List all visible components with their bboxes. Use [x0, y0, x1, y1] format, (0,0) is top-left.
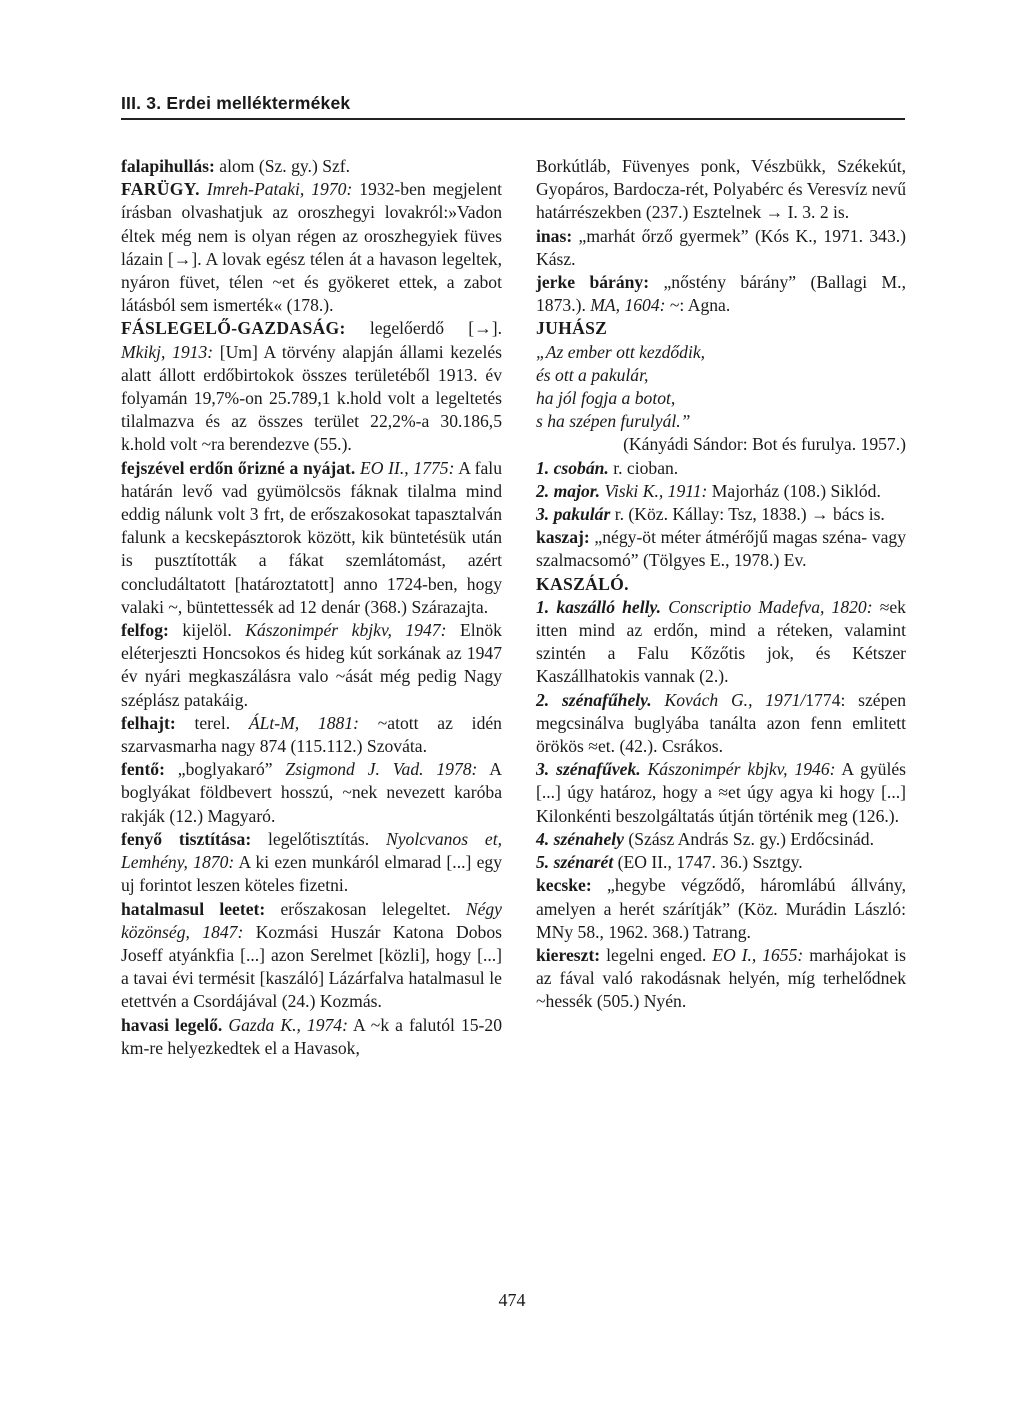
dictionary-entry: [121, 758, 502, 828]
entry-text: legelőerdő [→].: [345, 318, 502, 339]
dictionary-entry: [536, 225, 906, 271]
entry-text: A gyülés [...] úgy határoz, hogy a ≈et úgy agya ki hogy [...] Kilonkénti beszolgáltatás útján történik meg (126.).: [536, 759, 907, 826]
entry-text: legelőtisztítás.: [251, 828, 370, 849]
dictionary-entry: [121, 712, 502, 758]
dictionary-entry: [121, 178, 502, 317]
entry-text: terel.: [175, 712, 231, 733]
left-column: [121, 155, 502, 1060]
dictionary-entry: [536, 271, 906, 317]
source-citation: Zsigmond J. Vad. 1978:: [272, 759, 478, 780]
headword: havasi legelő.: [121, 1014, 223, 1035]
header-rule: [121, 118, 905, 120]
entry-text: legelni enged.: [600, 944, 707, 965]
entry-text: „négy-öt méter átmérőjű magas széna- vagy szalmacsomó” (Tölgyes E., 1978.) Ev.: [536, 527, 906, 571]
entry-text: ≈ek itten mind az erdőn, mind a réteken, valamint szintén a Falu Kőzőtis jok, és Kétszer Kaszállhatokis vannak (2.).: [536, 596, 906, 687]
poem-attribution: (Kányádi Sándor: Bot és furulya. 1957.): [623, 434, 906, 455]
source-citation: Viski K., 1911:: [600, 480, 708, 501]
entry-text: ~atott az idén szarvasmarha nagy 874 (115.112.) Szováta.: [121, 712, 502, 757]
dictionary-entry: [536, 874, 906, 944]
headword: jerke bárány:: [536, 272, 650, 293]
running-header: III. 3. Erdei melléktermékek: [121, 93, 351, 113]
entry-text: A ki ezen munkáról elmarad [...] egy uj forintot leszen köteles fizetni.: [121, 852, 502, 896]
source-citation: Kászonimpér kbjkv, 1946:: [640, 759, 836, 780]
entry-text: „marhát őrző gyermek” (Kós K., 1971. 343.) Kász.: [536, 225, 906, 269]
entry-continuation: [536, 155, 906, 225]
dictionary-entry: [121, 317, 502, 456]
sub-headword: 3. szénafűvek.: [536, 759, 641, 780]
page-number: 474: [498, 1290, 526, 1310]
entry-text: Borkútláb, Füvenyes ponk, Vészbükk, Székekút, Gyopáros, Bardocza-rét, Polyabérc és Veresvíz nevű határrészekben (237.) Esztelnek → I. 3. 2 is.: [536, 156, 906, 223]
dictionary-entry: [536, 944, 906, 1014]
sub-entry: [536, 758, 906, 828]
source-citation: MA, 1604:: [585, 295, 666, 316]
headword: felfog:: [121, 620, 169, 641]
headword: kecske:: [536, 875, 592, 896]
entry-text: „nőstény bárány” (Ballagi M., 1873.).: [536, 272, 906, 316]
poem-line: s ha szépen furulyál.”: [536, 411, 691, 432]
entry-text: alom (Sz. gy.) Szf.: [214, 156, 351, 176]
headword: FARÜGY.: [121, 179, 200, 200]
headword: FÁSLEGELŐ-GAZDASÁG:: [121, 318, 346, 339]
entry-text: r. (Köz. Kállay: Tsz, 1838.) → bács is.: [610, 504, 885, 525]
source-citation: Gazda K., 1974:: [222, 1014, 348, 1035]
dictionary-entry: [121, 155, 502, 178]
sub-entry: [536, 851, 906, 874]
entry-text: „boglyakaró”: [164, 759, 273, 780]
headword: fenyő tisztítása:: [121, 828, 252, 849]
entry-text: r. cioban.: [608, 457, 679, 478]
source-citation: Négy közönség, 1847:: [121, 898, 502, 942]
source-citation: Kászonimpér kbjkv, 1947:: [231, 620, 447, 641]
entry-text: Majorház (108.) Siklód.: [707, 480, 881, 501]
sub-entry: [536, 457, 906, 480]
sub-headword: 2. major.: [536, 480, 601, 501]
entry-text: 1932-ben megjelent írásban olvashatjuk az oroszhegyi lovakról:»Vadon éltek még nem is olyan régen az oroszhegyiek füves lázain [→]. A lovak egész télen át a havason legeltek, nyáron füvet, télen ~et és gyökeret ettek, a zabot látásból sem ismerték« (178.).: [121, 179, 502, 316]
sub-headword: 2. szénafűhely.: [536, 689, 652, 710]
entry-text: A falu határán levő vad gyümölcsös fáknak tilalma mind eddig nálunk volt 3 frt, de erőszakosokat tapasztalván falunk a kecskepásztorok között, kik büntetésük után is pusztították a fákat szemlátomást, azért concludáltatott [határoztatott] anno 1724-ben, hogy valaki ~, büntettessék ad 12 denár (368.) Szárazajta.: [121, 457, 502, 617]
entry-text: Kozmási Huszár Katona Dobos Joseff atyánkfia [...] azon Serelmet [közli], hogy [...] a tavai évi termésit [kaszáló] Lázárfalva hatalmasul le etettvén a Csordájával (24.) Kozmás.: [121, 921, 503, 1012]
entry-text: (EO II., 1747. 36.) Ssztgy.: [613, 852, 803, 873]
headword: fentő:: [121, 759, 165, 780]
poem-line: ha jól fogja a botot,: [536, 388, 676, 409]
entry-text: „hegybe végződő, háromlábú állvány, amelyen a herét szárítják” (Köz. Murádin László: MNy 58., 1962. 368.) Tatrang.: [536, 875, 906, 942]
headword: JUHÁSZ: [536, 318, 608, 339]
sub-headword: 1. csobán.: [536, 457, 609, 478]
source-citation: EO II., 1775:: [355, 457, 455, 478]
entry-text: 1774: szépen megcsinálva buglyába tanálta azon fenn emlitett örökös ≈et. (42.). Csrákos.: [536, 689, 906, 757]
entry-text: A ~k a falutól 15-20 km-re helyezkedtek el a Havasok,: [121, 1014, 502, 1058]
right-column: [536, 155, 906, 1014]
dictionary-entry: [121, 457, 502, 619]
sub-entry: [536, 503, 906, 526]
entry-text: (Szász András Sz. gy.) Erdőcsinád.: [623, 828, 874, 849]
source-citation: Kovách G., 1971/: [651, 689, 806, 710]
headword: felhajt:: [121, 712, 176, 733]
source-citation: Imreh-Pataki, 1970:: [199, 179, 353, 200]
poem-line: „Az ember ott kezdődik,: [536, 341, 706, 362]
headword: inas:: [536, 225, 573, 246]
headword: kaszaj:: [536, 527, 590, 548]
source-citation: ÁLt-M, 1881:: [230, 712, 360, 733]
entry-text: marhájokat is az fával való rakodásnak helyén, míg terhelődnek ~hessék (505.) Nyén.: [536, 944, 906, 1012]
sub-entry: [536, 828, 906, 851]
sub-entry: [536, 689, 906, 759]
source-citation: Nyolcvanos et, Lemhény, 1870:: [121, 828, 502, 873]
entry-text: [Um] A törvény alapján állami kezelés alatt állott erdőbirtokok összes területéből 1913. év folyamán 19,7%-on 25.789,1 k.hold volt a legeltetés tilalmazva és az összes terület 22,2%-a 30.186,5 k.hold volt ~ra berendezve (55.).: [121, 341, 502, 455]
headword: kiereszt:: [536, 944, 601, 965]
source-citation: Conscriptio Madefva, 1820:: [661, 596, 873, 617]
section-heading: [536, 573, 906, 596]
sub-headword: 3. pakulár: [536, 504, 611, 525]
entry-text: A boglyákat földbevert hosszú, ~nek nevezett karóba rakják (12.) Magyaró.: [121, 759, 502, 826]
headword: KASZÁLÓ.: [536, 573, 629, 594]
sub-headword: 4. szénahely: [536, 828, 624, 849]
source-citation: EO I., 1655:: [706, 944, 804, 965]
dictionary-entry: [121, 1014, 502, 1060]
source-citation: Mkikj, 1913:: [121, 341, 214, 362]
section-heading: [536, 317, 906, 340]
dictionary-entry: [121, 619, 502, 712]
sub-headword: 5. szénarét: [536, 852, 614, 873]
headword: hatalmasul leetet:: [121, 898, 266, 919]
headword: falapihullás:: [121, 156, 215, 176]
dictionary-entry: [121, 828, 502, 898]
headword: fejszével erdőn őrizné a nyájat.: [121, 457, 356, 478]
sub-entry: [536, 596, 906, 689]
dictionary-entry: [536, 526, 906, 572]
poem-line: és ott a pakulár,: [536, 364, 649, 385]
sub-entry: [536, 480, 906, 503]
entry-text: erőszakosan lelegeltet.: [265, 898, 451, 919]
sub-headword: 1. kaszálló helly.: [536, 596, 662, 617]
entry-text: kijelöl.: [168, 620, 232, 641]
entry-text: ~: Agna.: [665, 295, 731, 316]
entry-text: Elnök eléterjeszti Honcsokos és hideg kút sorkának az 1947 év nyári megkaszálásra valo ~ását még pedig Nagy széplász patakáig.: [121, 620, 502, 710]
dictionary-entry: [121, 898, 502, 1014]
